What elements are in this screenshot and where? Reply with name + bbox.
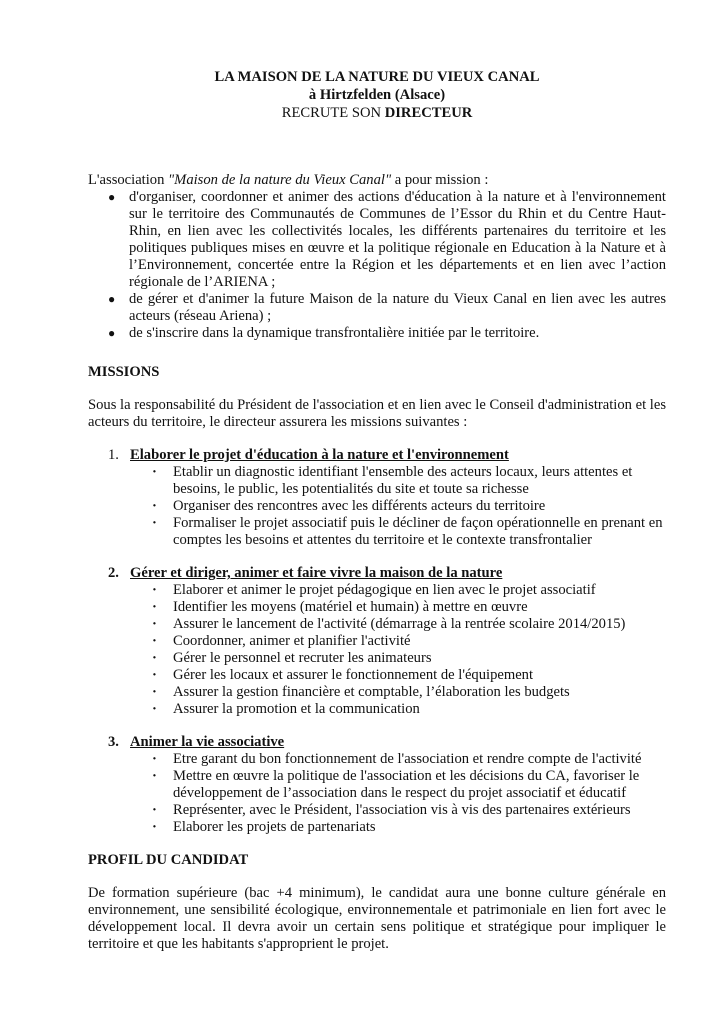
- header-recruit-role: DIRECTEUR: [384, 105, 473, 121]
- task-text: Formaliser le projet associatif puis le décliner de façon opérationnelle en prenant en comptes les besoins et attentes du territoire et le contexte transfrontalier: [173, 515, 663, 548]
- mission-number: 3.: [108, 734, 119, 750]
- list-item: [88, 464, 666, 498]
- mission-block: [88, 734, 666, 836]
- list-item: [88, 768, 666, 802]
- list-item: [88, 291, 666, 325]
- task-text: Gérer le personnel et recruter les animateurs: [173, 650, 432, 666]
- header-title: LA MAISON DE LA NATURE DU VIEUX CANAL: [214, 69, 540, 85]
- intro-suffix: a pour mission :: [391, 172, 489, 188]
- header-location: à Hirtzfelden (Alsace): [308, 87, 446, 103]
- task-text: Etablir un diagnostic identifiant l'ensemble des acteurs locaux, leurs attentes et besoins, le public, les potentialités du site et toute sa richesse: [173, 464, 633, 497]
- bullet-icon: ·: [152, 819, 157, 835]
- task-list: [88, 582, 666, 718]
- bullet-icon: ·: [152, 667, 157, 683]
- bullet-text: d'organiser, coordonner et animer des actions d'éducation à la nature et à l'environnement sur le territoire des Communautés de Communes de l’Essor du Rhin et du Centre Haut-Rhin, en lien avec les collectivités locales, les différents partenaires du territoire et les politiques publiques mises en œuvre et la politique régionale en Education à la Nature et à l’Environnement, concertée entre la Région et les départements et en lien avec l’action régionale de l’ARIENA ;: [129, 189, 666, 290]
- list-item: [88, 325, 666, 342]
- bullet-icon: ●: [108, 190, 116, 204]
- task-text: Elaborer et animer le projet pédagogique en lien avec le projet associatif: [173, 582, 596, 598]
- list-item: [88, 751, 666, 768]
- mission-title: [88, 565, 666, 582]
- mission-title: [88, 447, 666, 464]
- mission-title: [88, 734, 666, 751]
- task-list: [88, 751, 666, 836]
- list-item: [88, 633, 666, 650]
- header-recruit-prefix: RECRUTE SON: [281, 105, 385, 121]
- mission-block: [88, 447, 666, 549]
- list-item: [88, 650, 666, 667]
- list-item: [88, 684, 666, 701]
- bullet-icon: ·: [152, 515, 157, 531]
- intro-bullet-list: [88, 189, 666, 342]
- mission-title-text: Animer la vie associative: [130, 734, 285, 750]
- bullet-icon: ·: [152, 616, 157, 632]
- bullet-icon: ●: [108, 292, 116, 306]
- bullet-icon: ·: [152, 582, 157, 598]
- header-recruit-line: [88, 104, 666, 122]
- bullet-icon: ·: [152, 633, 157, 649]
- missions-heading: MISSIONS: [88, 364, 160, 380]
- mission-number: 1.: [108, 447, 119, 463]
- mission-title-text: Elaborer le projet d'éducation à la nature et l'environnement: [130, 447, 509, 463]
- list-item: [88, 582, 666, 599]
- profil-text: De formation supérieure (bac +4 minimum), le candidat aura une bonne culture générale en environnement, une sensibilité écologique, environnementale et patrimoniale en lien fort avec le développement local. Il devra avoir un certain sens politique et stratégique pour impliquer le territoire et que les habitants s'approprient le projet.: [88, 885, 666, 952]
- list-item: [88, 599, 666, 616]
- bullet-icon: ·: [152, 701, 157, 717]
- task-text: Mettre en œuvre la politique de l'association et les décisions du CA, favoriser le développement de l’association dans le respect du projet associatif et éducatif: [173, 768, 640, 801]
- list-item: [88, 667, 666, 684]
- bullet-icon: ·: [152, 768, 157, 784]
- bullet-text: de s'inscrire dans la dynamique transfrontalière initiée par le territoire.: [129, 325, 540, 341]
- intro-section: [88, 172, 666, 342]
- bullet-icon: ·: [152, 599, 157, 615]
- mission-block: [88, 565, 666, 718]
- task-list: [88, 464, 666, 549]
- bullet-icon: ·: [152, 802, 157, 818]
- task-text: Assurer la gestion financière et comptable, l’élaboration les budgets: [173, 684, 570, 700]
- association-name: "Maison de la nature du Vieux Canal": [168, 172, 392, 188]
- task-text: Coordonner, animer et planifier l'activité: [173, 633, 411, 649]
- intro-prefix: L'association: [88, 172, 169, 188]
- task-text: Assurer le lancement de l'activité (démarrage à la rentrée scolaire 2014/2015): [173, 616, 626, 632]
- profil-heading: PROFIL DU CANDIDAT: [88, 852, 249, 868]
- document-header: [88, 68, 666, 122]
- task-text: Organiser des rencontres avec les différents acteurs du territoire: [173, 498, 546, 514]
- task-text: Elaborer les projets de partenariats: [173, 819, 376, 835]
- list-item: [88, 189, 666, 291]
- list-item: [88, 515, 666, 549]
- bullet-icon: ·: [152, 650, 157, 666]
- mission-number: 2.: [108, 565, 119, 581]
- task-text: Etre garant du bon fonctionnement de l'association et rendre compte de l'activité: [173, 751, 642, 767]
- bullet-icon: ·: [152, 498, 157, 514]
- task-text: Assurer la promotion et la communication: [173, 701, 420, 717]
- list-item: [88, 616, 666, 633]
- task-text: Identifier les moyens (matériel et humain) à mettre en œuvre: [173, 599, 528, 615]
- list-item: [88, 802, 666, 819]
- bullet-icon: ·: [152, 751, 157, 767]
- mission-title-text: Gérer et diriger, animer et faire vivre la maison de la nature: [130, 565, 503, 581]
- bullet-icon: ·: [152, 684, 157, 700]
- list-item: [88, 819, 666, 836]
- list-item: [88, 701, 666, 718]
- missions-intro: Sous la responsabilité du Président de l'association et en lien avec le Conseil d'administration et les acteurs du territoire, le directeur assurera les missions suivantes :: [88, 397, 666, 430]
- intro-sentence: [88, 172, 666, 189]
- task-text: Gérer les locaux et assurer le fonctionnement de l'équipement: [173, 667, 534, 683]
- list-item: [88, 498, 666, 515]
- bullet-text: de gérer et d'animer la future Maison de la nature du Vieux Canal en lien avec les autres acteurs (réseau Ariena) ;: [129, 291, 666, 324]
- bullet-icon: ●: [108, 326, 116, 340]
- task-text: Représenter, avec le Président, l'association vis à vis des partenaires extérieurs: [173, 802, 631, 818]
- bullet-icon: ·: [152, 464, 157, 480]
